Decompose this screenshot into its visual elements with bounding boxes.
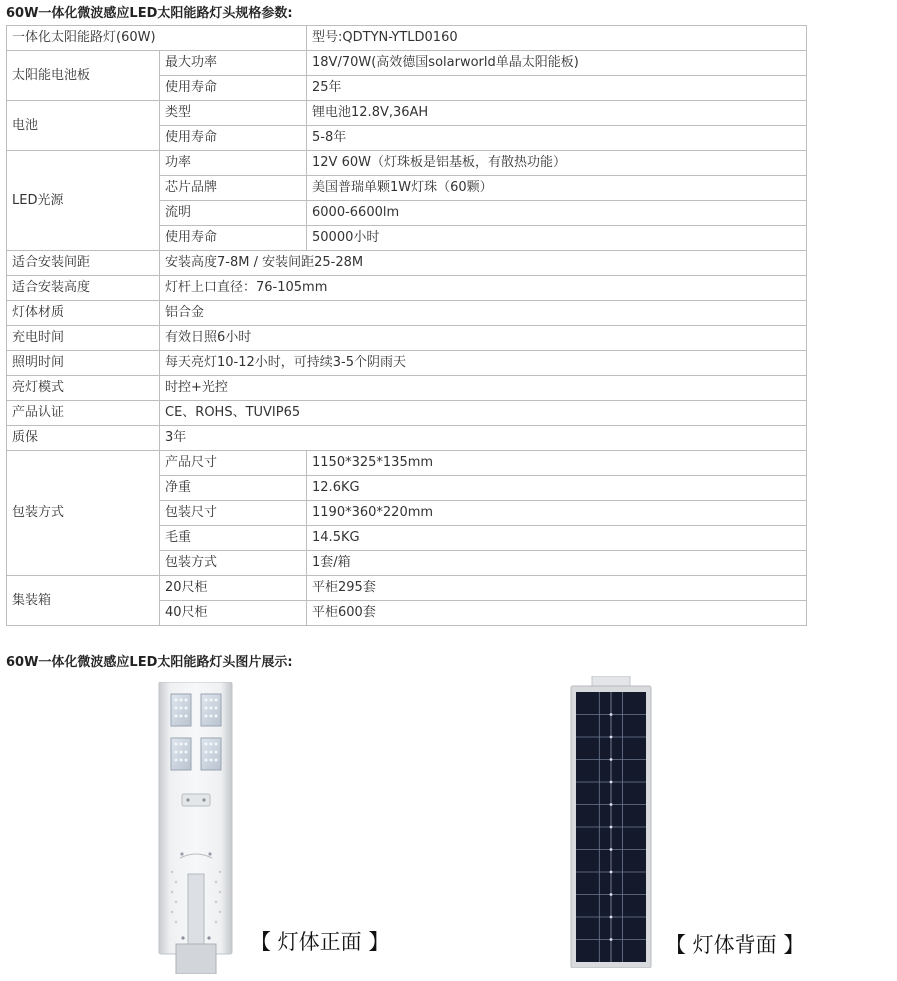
product-name-cell: 一体化太阳能路灯(60W) <box>7 26 307 51</box>
photos-heading: 60W一体化微波感应LED太阳能路灯头图片展示: <box>6 655 293 670</box>
spec-key-cell: 包装尺寸 <box>160 501 307 526</box>
spec-key-cell: 照明时间 <box>7 351 160 376</box>
spec-key-cell: 净重 <box>160 476 307 501</box>
spec-key-cell: 适合安装间距 <box>7 251 160 276</box>
group-label-cell: 电池 <box>7 101 160 151</box>
spec-key-cell: 产品尺寸 <box>160 451 307 476</box>
spec-value-cell: 12V 60W（灯珠板是铝基板，有散热功能） <box>307 151 807 176</box>
spec-key-cell: 包装方式 <box>160 551 307 576</box>
spec-value-cell: 1套/箱 <box>307 551 807 576</box>
spec-value-cell: 6000-6600lm <box>307 201 807 226</box>
table-row <box>7 101 807 126</box>
front-view-caption: 【 灯体正面 】 <box>250 930 390 954</box>
spec-value-cell: 1150*325*135mm <box>307 451 807 476</box>
spec-value-cell: 14.5KG <box>307 526 807 551</box>
spec-value-cell: 18V/70W(高效德国solarworld单晶太阳能板) <box>307 51 807 76</box>
spec-value-cell: 3年 <box>160 426 807 451</box>
spec-value-cell: 安装高度7-8M / 安装间距25-28M <box>160 251 807 276</box>
spec-value-cell: 美国普瑞单颗1W灯珠（60颗） <box>307 176 807 201</box>
spec-key-cell: 使用寿命 <box>160 226 307 251</box>
table-row <box>7 426 807 451</box>
spec-key-cell: 产品认证 <box>7 401 160 426</box>
spec-value-cell: 平柜295套 <box>307 576 807 601</box>
group-label-cell: 包装方式 <box>7 451 160 576</box>
spec-value-cell: 灯杆上口直径：76-105mm <box>160 276 807 301</box>
spec-key-cell: 适合安装高度 <box>7 276 160 301</box>
table-row <box>7 251 807 276</box>
spec-key-cell: 毛重 <box>160 526 307 551</box>
spec-value-cell: 25年 <box>307 76 807 101</box>
spec-key-cell: 亮灯模式 <box>7 376 160 401</box>
back-view-caption: 【 灯体背面 】 <box>665 933 805 957</box>
specs-heading: 60W一体化微波感应LED太阳能路灯头规格参数: <box>6 6 293 21</box>
spec-key-cell: 20尺柜 <box>160 576 307 601</box>
table-row <box>7 401 807 426</box>
spec-key-cell: 充电时间 <box>7 326 160 351</box>
spec-table <box>6 25 807 626</box>
spec-key-cell: 芯片品牌 <box>160 176 307 201</box>
spec-key-cell: 最大功率 <box>160 51 307 76</box>
street-light-front-image <box>158 682 234 974</box>
spec-key-cell: 40尺柜 <box>160 601 307 626</box>
table-row <box>7 301 807 326</box>
table-row <box>7 26 807 51</box>
spec-key-cell: 质保 <box>7 426 160 451</box>
table-row <box>7 326 807 351</box>
spec-value-cell: 5-8年 <box>307 126 807 151</box>
model-cell: 型号:QDTYN-YTLD0160 <box>307 26 807 51</box>
spec-key-cell: 使用寿命 <box>160 126 307 151</box>
spec-key-cell: 类型 <box>160 101 307 126</box>
table-row <box>7 151 807 176</box>
group-label-cell: 太阳能电池板 <box>7 51 160 101</box>
spec-value-cell: 每天亮灯10-12小时，可持续3-5个阴雨天 <box>160 351 807 376</box>
street-light-back-image <box>570 676 652 968</box>
spec-value-cell: 1190*360*220mm <box>307 501 807 526</box>
group-label-cell: LED光源 <box>7 151 160 251</box>
table-row <box>7 576 807 601</box>
spec-value-cell: 锂电池12.8V,36AH <box>307 101 807 126</box>
spec-key-cell: 流明 <box>160 201 307 226</box>
spec-value-cell: 12.6KG <box>307 476 807 501</box>
spec-value-cell: 有效日照6小时 <box>160 326 807 351</box>
spec-value-cell: 铝合金 <box>160 301 807 326</box>
table-row <box>7 376 807 401</box>
spec-key-cell: 功率 <box>160 151 307 176</box>
group-label-cell: 集装箱 <box>7 576 160 626</box>
spec-key-cell: 灯体材质 <box>7 301 160 326</box>
table-row <box>7 276 807 301</box>
spec-value-cell: 平柜600套 <box>307 601 807 626</box>
table-row <box>7 51 807 76</box>
spec-value-cell: CE、ROHS、TUVIP65 <box>160 401 807 426</box>
spec-key-cell: 使用寿命 <box>160 76 307 101</box>
table-row <box>7 451 807 476</box>
table-row <box>7 351 807 376</box>
spec-value-cell: 50000小时 <box>307 226 807 251</box>
spec-value-cell: 时控+光控 <box>160 376 807 401</box>
